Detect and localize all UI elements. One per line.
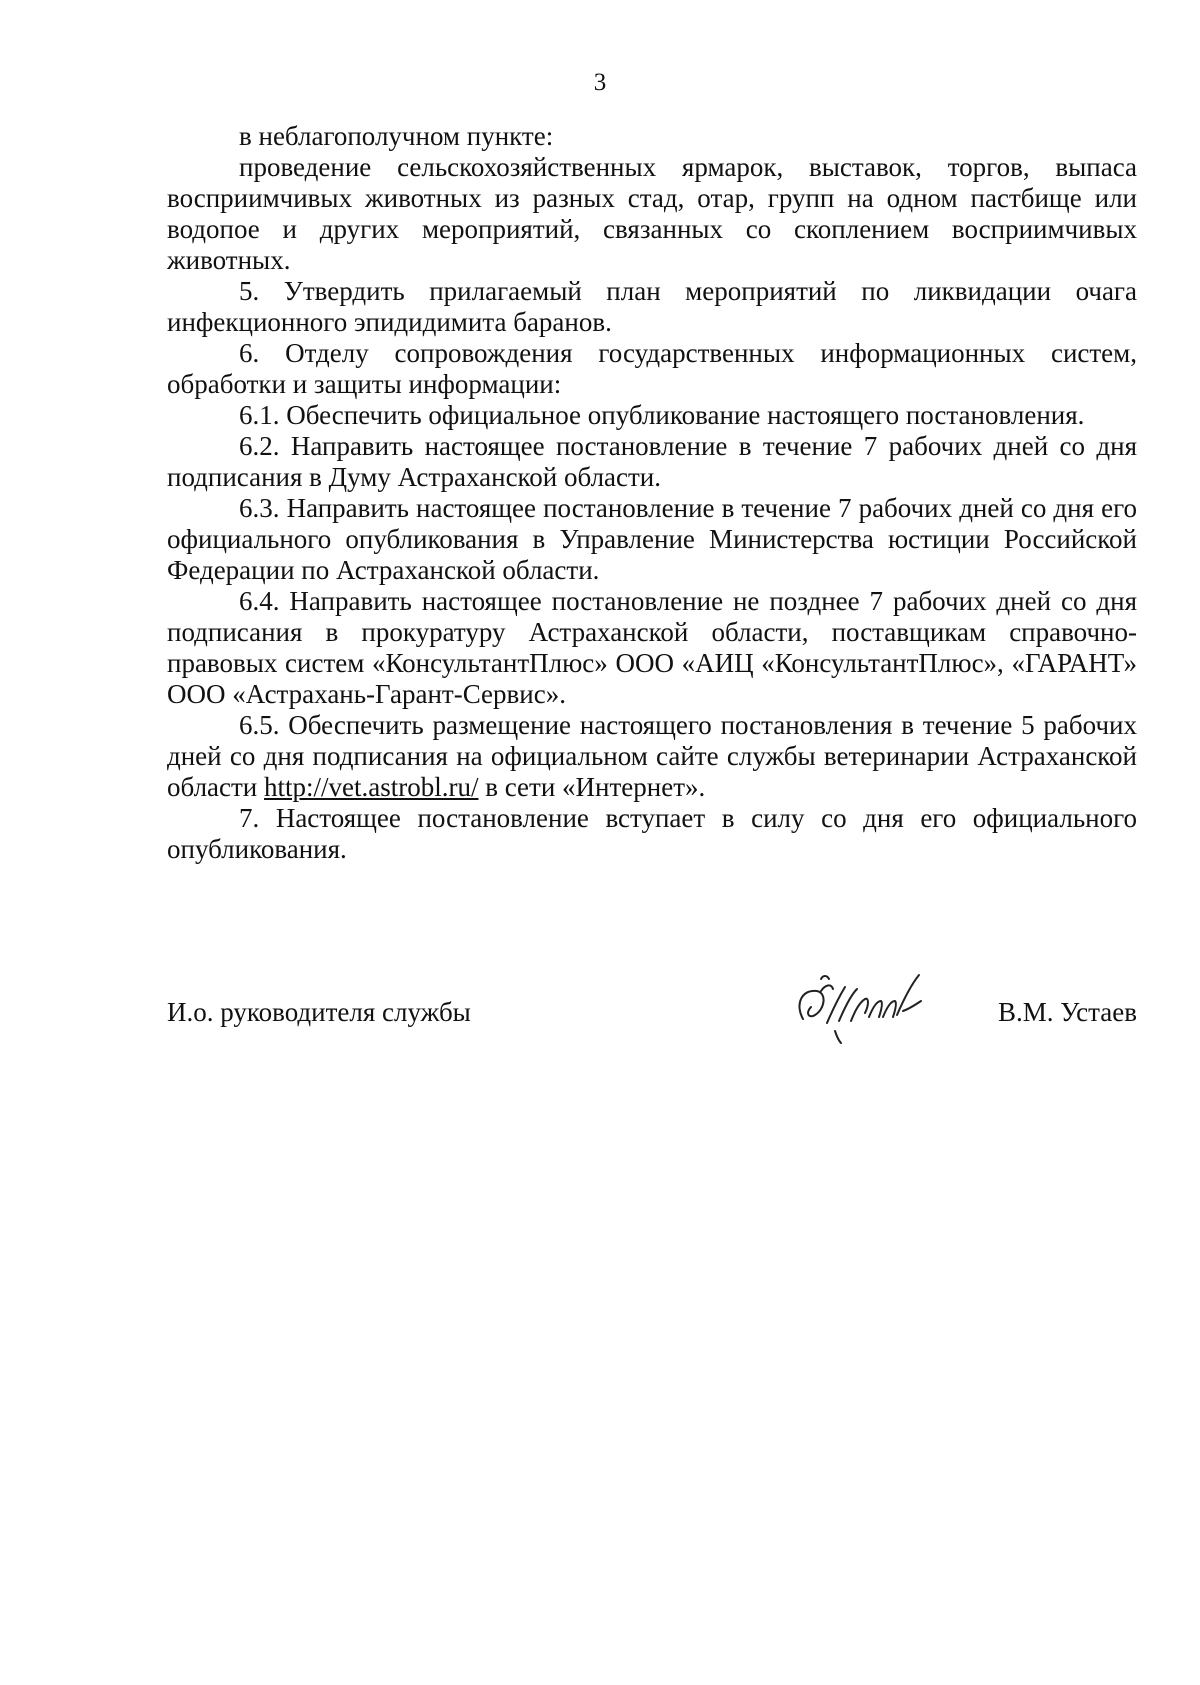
paragraph-item-6-3: 6.3. Направить настоящее постановление в течение 7 рабочих дней со дня его официального опубликования в Управление Министерства юстиции Российской Федерации по Астраханской области. — [167, 493, 1137, 585]
paragraph-item-5: 5. Утвердить прилагаемый план мероприятий по ликвидации очага инфекционного эпидидимита баранов. — [167, 276, 1137, 337]
paragraph-item-7: 7. Настоящее постановление вступает в силу со дня его официального опубликования. — [167, 803, 1137, 864]
signatory-position: И.о. руководителя службы — [167, 997, 471, 1027]
paragraph-item-6-2: 6.2. Направить настоящее постановление в течение 7 рабочих дней со дня подписания в Думу Астраханской области. — [167, 431, 1137, 492]
signatory-name: В.М. Устаев — [998, 997, 1137, 1027]
paragraph-item-6: 6. Отделу сопровождения государственных информационных систем, обработки и защиты информации: — [167, 338, 1137, 399]
page-number: 3 — [593, 69, 607, 96]
paragraph-item-6-5 — [167, 710, 1137, 803]
paragraph-item-6-5-text-end: в сети «Интернет». — [478, 772, 706, 802]
website-link[interactable]: http://vet.astrobl.ru/ — [264, 772, 479, 802]
signature-block — [167, 985, 1137, 1045]
paragraph-item-6-5-text-start: 6.5. Обеспечить размещение настоящего постановления в течение 5 рабочих дней со дня подписания на официальном сайте службы ветеринарии Астраханской области — [167, 710, 1137, 802]
paragraph-item-6-4: 6.4. Направить настоящее постановление не позднее 7 рабочих дней со дня подписания в прокуратуру Астраханской области, поставщикам справочно-правовых систем «КонсультантПлюс» ООО «АИЦ «КонсультантПлюс», «ГАРАНТ» ООО «Астрахань-Гарант-Сервис». — [167, 586, 1137, 709]
handwritten-signature — [787, 961, 947, 1045]
paragraph-prohibited-events: проведение сельскохозяйственных ярмарок, выставок, торгов, выпаса восприимчивых животных из разных стад, отар, групп на одном пастбище или водопое и других мероприятий, связанных со скоплением восприимчивых животных. — [167, 152, 1137, 275]
document-body — [167, 121, 1137, 865]
paragraph-item-6-1: 6.1. Обеспечить официальное опубликование настоящего постановления. — [239, 400, 1085, 430]
paragraph-location: в неблагополучном пункте: — [239, 121, 554, 151]
